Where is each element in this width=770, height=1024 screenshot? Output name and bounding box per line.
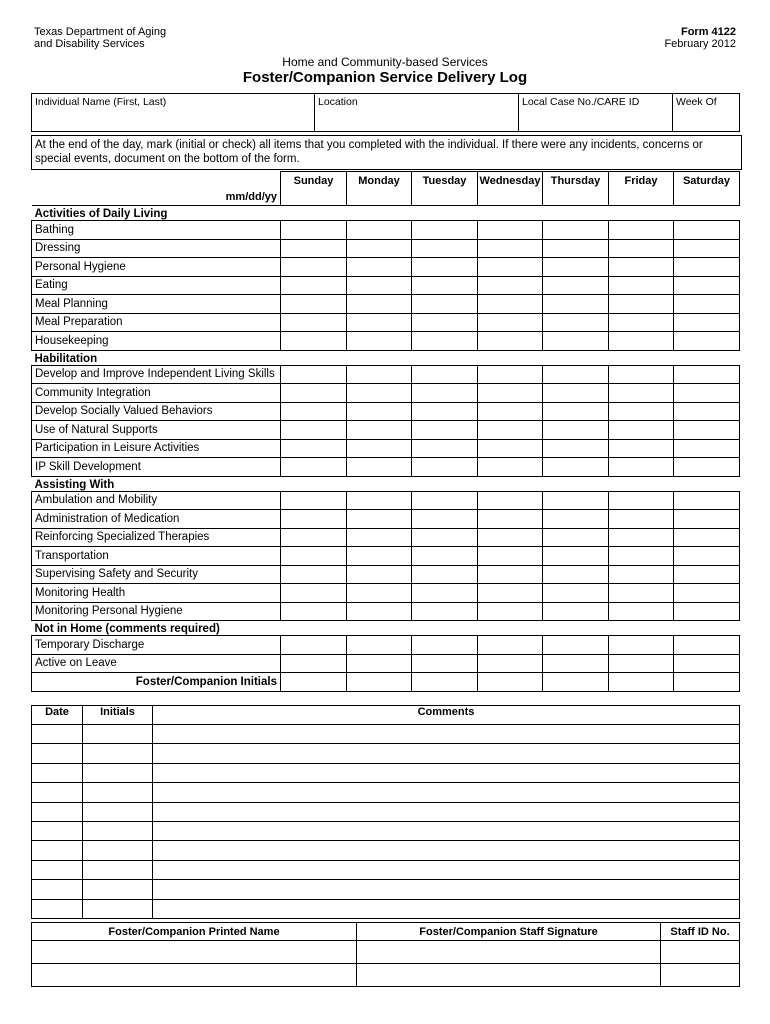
comment-date-cell[interactable] — [32, 802, 83, 821]
activity-day-cell[interactable] — [412, 458, 478, 477]
activity-day-cell[interactable] — [412, 221, 478, 240]
activity-day-cell[interactable] — [347, 365, 412, 384]
initials-day-cell[interactable] — [478, 673, 543, 692]
activity-day-cell[interactable] — [281, 295, 347, 314]
activity-day-cell[interactable] — [281, 402, 347, 421]
activity-label: Community Integration — [32, 384, 281, 403]
staff-id-field[interactable] — [661, 964, 740, 987]
activity-day-cell[interactable] — [412, 584, 478, 603]
activity-label: Housekeeping — [32, 332, 281, 351]
date-format-label: mm/dd/yy — [225, 191, 277, 203]
activity-day-cell[interactable] — [609, 654, 674, 673]
staff-id-header: Staff ID No. — [661, 923, 740, 941]
comment-initials-cell[interactable] — [83, 880, 153, 899]
activity-day-cell[interactable] — [281, 602, 347, 621]
activity-day-cell[interactable] — [609, 221, 674, 240]
location-field[interactable] — [315, 94, 519, 132]
staff-signature-field[interactable] — [357, 941, 661, 964]
activity-day-cell[interactable] — [609, 384, 674, 403]
activity-day-cell[interactable] — [543, 491, 609, 510]
activity-day-cell[interactable] — [281, 458, 347, 477]
initials-day-cell[interactable] — [543, 673, 609, 692]
activity-day-cell[interactable] — [674, 565, 740, 584]
activity-label: Meal Preparation — [32, 313, 281, 332]
comment-date-cell[interactable] — [32, 763, 83, 782]
case-no-field[interactable] — [519, 94, 673, 132]
activity-day-cell[interactable] — [478, 258, 543, 277]
activity-day-cell[interactable] — [609, 636, 674, 655]
activity-row — [32, 439, 740, 458]
comment-row — [32, 841, 740, 860]
comment-text-cell[interactable] — [153, 783, 740, 802]
activity-label: Use of Natural Supports — [32, 421, 281, 440]
activity-day-cell[interactable] — [674, 276, 740, 295]
activity-day-cell[interactable] — [543, 276, 609, 295]
activity-day-cell[interactable] — [412, 439, 478, 458]
activity-day-cell[interactable] — [674, 258, 740, 277]
activity-day-cell[interactable] — [609, 402, 674, 421]
comment-initials-cell[interactable] — [83, 744, 153, 763]
activity-day-cell[interactable] — [674, 313, 740, 332]
comment-row — [32, 744, 740, 763]
comment-initials-cell[interactable] — [83, 763, 153, 782]
comment-initials-cell[interactable] — [83, 783, 153, 802]
activity-day-cell[interactable] — [347, 276, 412, 295]
day-name: Thursday — [550, 175, 601, 187]
activity-day-cell[interactable] — [478, 491, 543, 510]
activity-day-cell[interactable] — [543, 565, 609, 584]
initials-day-cell[interactable] — [609, 673, 674, 692]
activity-day-cell[interactable] — [281, 365, 347, 384]
activity-day-cell[interactable] — [609, 439, 674, 458]
activity-day-cell[interactable] — [543, 602, 609, 621]
activity-day-cell[interactable] — [478, 528, 543, 547]
activity-day-cell[interactable] — [609, 276, 674, 295]
activity-label: Eating — [32, 276, 281, 295]
activity-day-cell[interactable] — [674, 584, 740, 603]
initials-day-cell[interactable] — [347, 673, 412, 692]
activity-day-cell[interactable] — [281, 636, 347, 655]
activity-day-cell[interactable] — [674, 332, 740, 351]
activity-row — [32, 221, 740, 240]
activity-day-cell[interactable] — [609, 295, 674, 314]
activity-row — [32, 402, 740, 421]
activity-day-cell[interactable] — [412, 528, 478, 547]
activity-day-cell[interactable] — [412, 239, 478, 258]
day-header-sunday[interactable] — [281, 172, 347, 206]
activity-day-cell[interactable] — [674, 602, 740, 621]
comment-row — [32, 821, 740, 840]
activity-day-cell[interactable] — [347, 384, 412, 403]
activity-day-cell[interactable] — [347, 295, 412, 314]
comment-text-cell[interactable] — [153, 841, 740, 860]
activity-day-cell[interactable] — [674, 402, 740, 421]
instructions-box: At the end of the day, mark (initial or check) all items that you completed with the individual. If there were any incidents, concerns or special events, document on the bottom of the form. — [31, 135, 742, 170]
activity-day-cell[interactable] — [281, 239, 347, 258]
activity-row — [32, 547, 740, 566]
individual-name-label: Individual Name (First, Last) — [35, 96, 167, 108]
activity-day-cell[interactable] — [347, 636, 412, 655]
activity-day-cell[interactable] — [412, 491, 478, 510]
day-name: Wednesday — [479, 175, 541, 187]
activity-day-cell[interactable] — [609, 313, 674, 332]
activity-day-cell[interactable] — [674, 421, 740, 440]
activity-day-cell[interactable] — [412, 565, 478, 584]
activity-day-cell[interactable] — [674, 295, 740, 314]
activity-day-cell[interactable] — [478, 295, 543, 314]
activity-day-cell[interactable] — [347, 258, 412, 277]
activity-day-cell[interactable] — [674, 510, 740, 529]
activity-day-cell[interactable] — [478, 510, 543, 529]
activity-day-cell[interactable] — [281, 332, 347, 351]
case-no-label: Local Case No./CARE ID — [522, 96, 640, 108]
activity-row — [32, 365, 740, 384]
activity-row — [32, 654, 740, 673]
activity-day-cell[interactable] — [609, 239, 674, 258]
activity-row — [32, 384, 740, 403]
activity-day-cell[interactable] — [412, 258, 478, 277]
activity-day-cell[interactable] — [281, 565, 347, 584]
activity-day-cell[interactable] — [478, 313, 543, 332]
activity-row — [32, 258, 740, 277]
activity-day-cell[interactable] — [674, 384, 740, 403]
signature-table — [31, 922, 740, 987]
activity-day-cell[interactable] — [412, 602, 478, 621]
activity-day-cell[interactable] — [543, 654, 609, 673]
comment-text-cell[interactable] — [153, 821, 740, 840]
activity-day-cell[interactable] — [281, 313, 347, 332]
activity-day-cell[interactable] — [543, 584, 609, 603]
activity-day-cell[interactable] — [674, 528, 740, 547]
activity-row — [32, 421, 740, 440]
activity-day-cell[interactable] — [281, 384, 347, 403]
location-label: Location — [318, 96, 358, 108]
activity-day-cell[interactable] — [478, 654, 543, 673]
activity-day-cell[interactable] — [478, 458, 543, 477]
activity-row — [32, 584, 740, 603]
activity-day-cell[interactable] — [609, 458, 674, 477]
initials-row — [32, 673, 740, 692]
activity-day-cell[interactable] — [609, 602, 674, 621]
activity-day-cell[interactable] — [281, 584, 347, 603]
day-header-friday[interactable] — [609, 172, 674, 206]
activity-label: Administration of Medication — [32, 510, 281, 529]
day-name: Saturday — [682, 175, 731, 187]
activity-day-cell[interactable] — [609, 365, 674, 384]
activity-row — [32, 332, 740, 351]
activity-day-cell[interactable] — [412, 402, 478, 421]
section-title: Activities of Daily Living — [32, 206, 740, 221]
activity-day-cell[interactable] — [543, 636, 609, 655]
comment-date-cell[interactable] — [32, 744, 83, 763]
comment-row — [32, 899, 740, 918]
activity-row — [32, 565, 740, 584]
comment-date-cell[interactable] — [32, 783, 83, 802]
activity-day-cell[interactable] — [347, 332, 412, 351]
activity-label: Transportation — [32, 547, 281, 566]
activity-day-cell[interactable] — [347, 439, 412, 458]
comment-text-cell[interactable] — [153, 744, 740, 763]
week-of-field[interactable] — [673, 94, 740, 132]
activity-day-cell[interactable] — [478, 365, 543, 384]
staff-signature-header: Foster/Companion Staff Signature — [357, 923, 661, 941]
activity-day-cell[interactable] — [347, 458, 412, 477]
day-name: Sunday — [293, 175, 334, 187]
activity-day-cell[interactable] — [478, 602, 543, 621]
activity-day-cell[interactable] — [543, 384, 609, 403]
activity-day-cell[interactable] — [478, 276, 543, 295]
printed-name-field[interactable] — [32, 964, 357, 987]
activity-day-cell[interactable] — [543, 258, 609, 277]
comment-row — [32, 783, 740, 802]
activity-day-cell[interactable] — [478, 239, 543, 258]
activity-day-cell[interactable] — [543, 421, 609, 440]
week-of-label: Week Of — [676, 96, 717, 108]
activity-label: Participation in Leisure Activities — [32, 439, 281, 458]
agency-name-line1: Texas Department of Aging — [34, 26, 167, 38]
comments-header: Comments — [153, 706, 740, 725]
activity-day-cell[interactable] — [347, 565, 412, 584]
activity-day-cell[interactable] — [412, 510, 478, 529]
activity-day-cell[interactable] — [674, 239, 740, 258]
comment-text-cell[interactable] — [153, 763, 740, 782]
activity-day-cell[interactable] — [478, 384, 543, 403]
section-title: Assisting With — [32, 476, 740, 491]
activity-row — [32, 276, 740, 295]
activity-day-cell[interactable] — [281, 491, 347, 510]
activity-day-cell[interactable] — [412, 313, 478, 332]
activity-day-cell[interactable] — [347, 654, 412, 673]
activity-day-cell[interactable] — [478, 565, 543, 584]
activity-row — [32, 458, 740, 477]
day-header-wednesday[interactable] — [478, 172, 543, 206]
day-header-monday[interactable] — [347, 172, 412, 206]
activity-day-cell[interactable] — [478, 221, 543, 240]
comment-text-cell[interactable] — [153, 802, 740, 821]
activity-day-cell[interactable] — [281, 510, 347, 529]
activity-day-cell[interactable] — [674, 439, 740, 458]
comment-initials-cell[interactable] — [83, 821, 153, 840]
activity-day-cell[interactable] — [412, 384, 478, 403]
comment-date-cell[interactable] — [32, 860, 83, 879]
activity-day-cell[interactable] — [347, 584, 412, 603]
activity-day-cell[interactable] — [347, 510, 412, 529]
comments-initials-header: Initials — [83, 706, 153, 725]
staff-id-field[interactable] — [661, 941, 740, 964]
activity-label: Supervising Safety and Security — [32, 565, 281, 584]
activity-day-cell[interactable] — [674, 365, 740, 384]
activity-day-cell[interactable] — [543, 439, 609, 458]
comment-text-cell[interactable] — [153, 725, 740, 744]
activity-day-cell[interactable] — [674, 491, 740, 510]
comment-date-cell[interactable] — [32, 899, 83, 918]
activity-label: Meal Planning — [32, 295, 281, 314]
activity-day-cell[interactable] — [543, 332, 609, 351]
comment-row — [32, 860, 740, 879]
activity-day-cell[interactable] — [543, 528, 609, 547]
activity-row — [32, 636, 740, 655]
comment-text-cell[interactable] — [153, 899, 740, 918]
comment-initials-cell[interactable] — [83, 860, 153, 879]
activity-day-cell[interactable] — [543, 295, 609, 314]
activity-row — [32, 295, 740, 314]
activity-grid — [31, 171, 740, 692]
activity-day-cell[interactable] — [347, 421, 412, 440]
activity-label: Ambulation and Mobility — [32, 491, 281, 510]
activity-day-cell[interactable] — [478, 421, 543, 440]
day-name: Friday — [624, 175, 658, 187]
activity-day-cell[interactable] — [478, 584, 543, 603]
activity-label: Personal Hygiene — [32, 258, 281, 277]
activity-day-cell[interactable] — [281, 528, 347, 547]
comment-date-cell[interactable] — [32, 821, 83, 840]
activity-day-cell[interactable] — [609, 491, 674, 510]
activity-label: Monitoring Personal Hygiene — [32, 602, 281, 621]
activity-day-cell[interactable] — [543, 510, 609, 529]
activity-label: Bathing — [32, 221, 281, 240]
activity-day-cell[interactable] — [347, 602, 412, 621]
activity-label: Develop and Improve Independent Living Skills — [32, 365, 281, 384]
comment-row — [32, 763, 740, 782]
day-name: Tuesday — [422, 175, 467, 187]
activity-day-cell[interactable] — [674, 221, 740, 240]
activity-day-cell[interactable] — [674, 547, 740, 566]
activity-day-cell[interactable] — [412, 295, 478, 314]
comment-initials-cell[interactable] — [83, 725, 153, 744]
activity-day-cell[interactable] — [609, 565, 674, 584]
activity-row — [32, 602, 740, 621]
activity-label: IP Skill Development — [32, 458, 281, 477]
activity-row — [32, 239, 740, 258]
activity-label: Temporary Discharge — [32, 636, 281, 655]
comment-row — [32, 880, 740, 899]
activity-day-cell[interactable] — [478, 636, 543, 655]
initials-day-cell[interactable] — [674, 673, 740, 692]
comment-text-cell[interactable] — [153, 880, 740, 899]
printed-name-field[interactable] — [32, 941, 357, 964]
activity-day-cell[interactable] — [609, 510, 674, 529]
initials-label: Foster/Companion Initials — [32, 673, 281, 692]
activity-day-cell[interactable] — [412, 332, 478, 351]
activity-day-cell[interactable] — [281, 654, 347, 673]
comment-date-cell[interactable] — [32, 841, 83, 860]
activity-label: Monitoring Health — [32, 584, 281, 603]
activity-row — [32, 510, 740, 529]
activity-day-cell[interactable] — [281, 439, 347, 458]
activity-day-cell[interactable] — [412, 365, 478, 384]
form-number: Form 4122 — [680, 26, 736, 38]
activity-day-cell[interactable] — [347, 313, 412, 332]
comments-date-header: Date — [32, 706, 83, 725]
activity-label: Reinforcing Specialized Therapies — [32, 528, 281, 547]
comment-text-cell[interactable] — [153, 860, 740, 879]
activity-day-cell[interactable] — [674, 458, 740, 477]
staff-signature-field[interactable] — [357, 964, 661, 987]
comment-initials-cell[interactable] — [83, 802, 153, 821]
activity-row — [32, 313, 740, 332]
activity-label: Dressing — [32, 239, 281, 258]
activity-label: Active on Leave — [32, 654, 281, 673]
activity-day-cell[interactable] — [543, 239, 609, 258]
activity-day-cell[interactable] — [674, 636, 740, 655]
activity-day-cell[interactable] — [281, 421, 347, 440]
comment-date-cell[interactable] — [32, 880, 83, 899]
activity-day-cell[interactable] — [609, 584, 674, 603]
activity-day-cell[interactable] — [609, 332, 674, 351]
form-subtitle: Home and Community-based Services — [282, 55, 488, 69]
activity-day-cell[interactable] — [478, 547, 543, 566]
section-title: Not in Home (comments required) — [32, 621, 740, 636]
activity-day-cell[interactable] — [347, 528, 412, 547]
activity-day-cell[interactable] — [412, 276, 478, 295]
activity-day-cell[interactable] — [412, 547, 478, 566]
activity-day-cell[interactable] — [281, 221, 347, 240]
activity-row — [32, 491, 740, 510]
initials-day-cell[interactable] — [412, 673, 478, 692]
activity-day-cell[interactable] — [609, 547, 674, 566]
activity-day-cell[interactable] — [347, 221, 412, 240]
activity-day-cell[interactable] — [412, 636, 478, 655]
activity-day-cell[interactable] — [609, 528, 674, 547]
activity-day-cell[interactable] — [347, 491, 412, 510]
activity-day-cell[interactable] — [281, 276, 347, 295]
form-title: Foster/Companion Service Delivery Log — [242, 69, 528, 86]
activity-day-cell[interactable] — [478, 439, 543, 458]
agency-name-line2: and Disability Services — [34, 38, 145, 50]
comments-table — [31, 705, 740, 919]
activity-day-cell[interactable] — [543, 313, 609, 332]
day-header-saturday[interactable] — [674, 172, 740, 206]
activity-day-cell[interactable] — [543, 547, 609, 566]
initials-day-cell[interactable] — [281, 673, 347, 692]
form-date: February 2012 — [664, 38, 736, 50]
activity-day-cell[interactable] — [347, 547, 412, 566]
activity-day-cell[interactable] — [543, 365, 609, 384]
activity-day-cell[interactable] — [674, 654, 740, 673]
activity-day-cell[interactable] — [543, 221, 609, 240]
activity-day-cell[interactable] — [347, 402, 412, 421]
activity-day-cell[interactable] — [543, 458, 609, 477]
activity-day-cell[interactable] — [347, 239, 412, 258]
individual-name-field[interactable] — [32, 94, 315, 132]
activity-day-cell[interactable] — [609, 421, 674, 440]
activity-row — [32, 528, 740, 547]
activity-day-cell[interactable] — [478, 402, 543, 421]
identification-fields — [31, 93, 740, 132]
activity-day-cell[interactable] — [412, 421, 478, 440]
activity-day-cell[interactable] — [281, 258, 347, 277]
comment-row — [32, 725, 740, 744]
activity-day-cell[interactable] — [478, 332, 543, 351]
day-header-thursday[interactable] — [543, 172, 609, 206]
day-header-tuesday[interactable] — [412, 172, 478, 206]
section-title: Habilitation — [32, 350, 740, 365]
comment-date-cell[interactable] — [32, 725, 83, 744]
activity-label: Develop Socially Valued Behaviors — [32, 402, 281, 421]
activity-day-cell[interactable] — [412, 654, 478, 673]
activity-day-cell[interactable] — [609, 258, 674, 277]
activity-day-cell[interactable] — [543, 402, 609, 421]
comment-row — [32, 802, 740, 821]
comment-initials-cell[interactable] — [83, 841, 153, 860]
printed-name-header: Foster/Companion Printed Name — [32, 923, 357, 941]
comment-initials-cell[interactable] — [83, 899, 153, 918]
activity-day-cell[interactable] — [281, 547, 347, 566]
day-name: Monday — [358, 175, 400, 187]
